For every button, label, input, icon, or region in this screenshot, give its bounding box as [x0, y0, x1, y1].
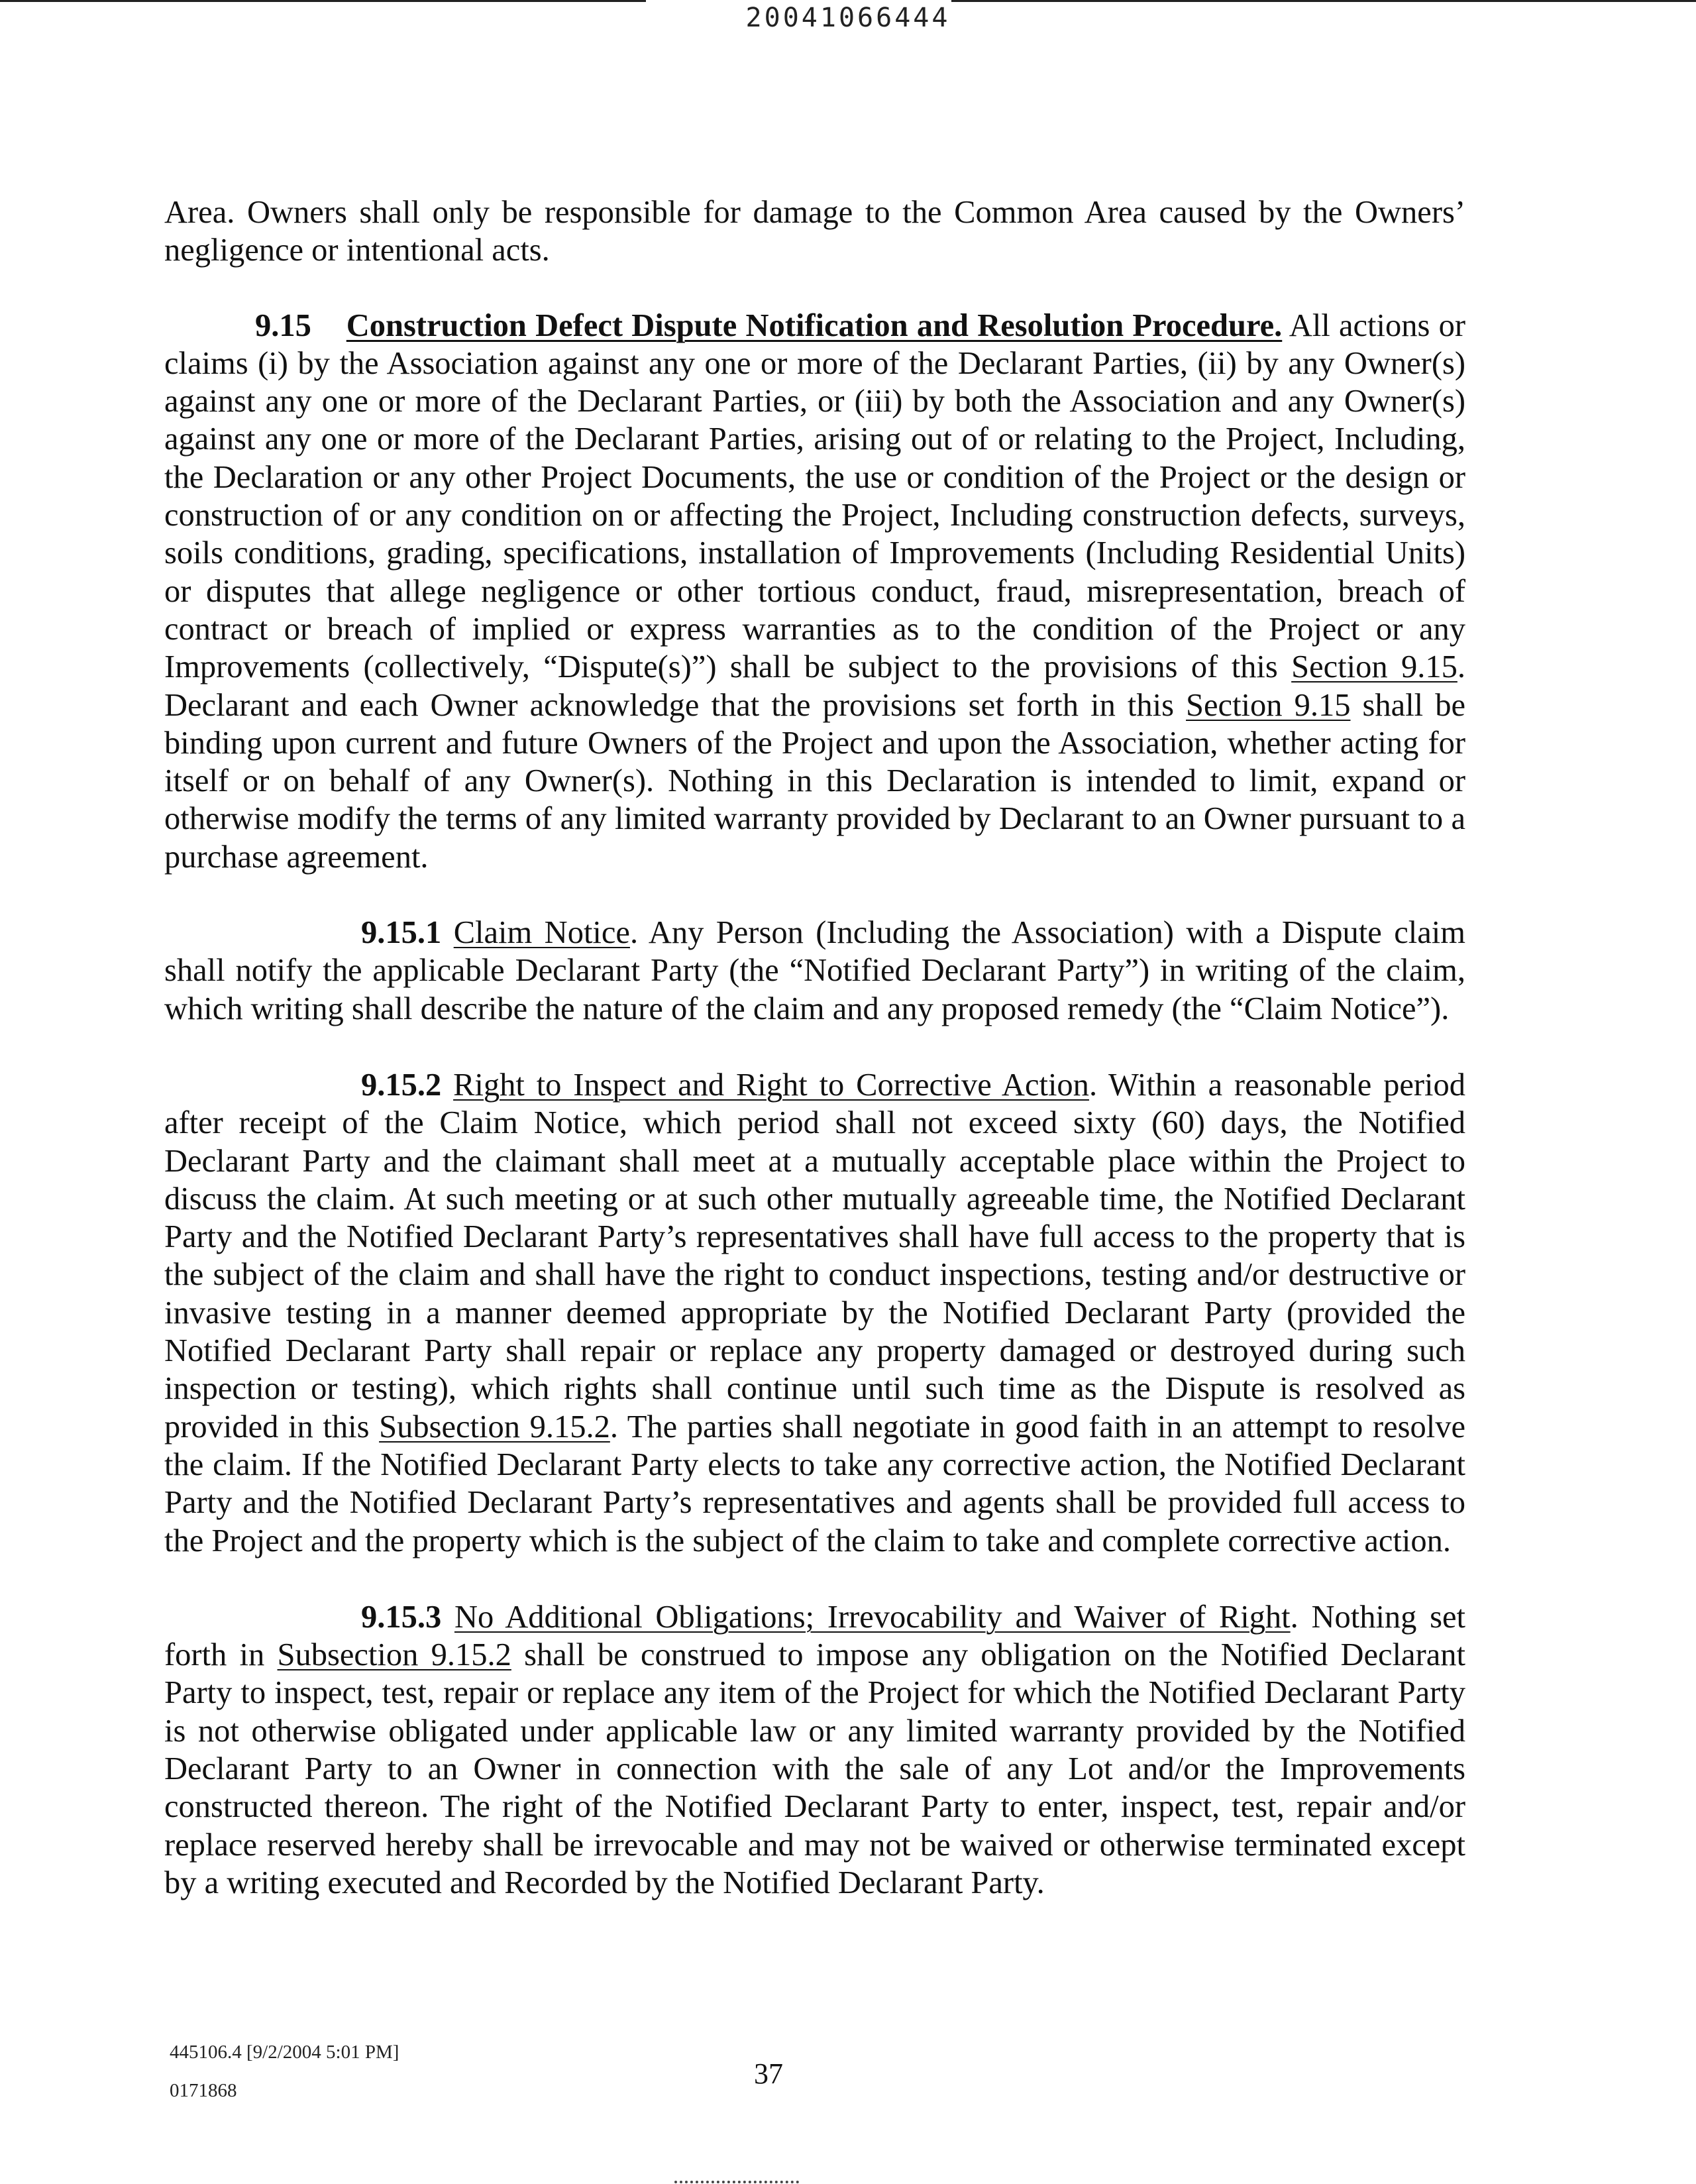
section-text: . Declarant and each Owner acknowledge that the provisions set forth in this [164, 649, 1465, 723]
section-number: 9.15.1 [361, 915, 442, 951]
section-9-15 [164, 307, 1465, 876]
section-heading: Claim Notice [453, 915, 630, 951]
footer-file-number: 0171868 [170, 2080, 237, 2101]
cross-reference: Section 9.15 [1186, 687, 1351, 723]
paragraph-text: Area. Owners shall only be responsible for damage to the Common Area caused by the Owners’ negligence or intentional acts. [164, 195, 1465, 268]
section-heading: No Additional Obligations; Irrevocability and Waiver of Right [454, 1599, 1291, 1635]
section-text: . Any Person (Including the Association) with a Dispute claim shall notify the applicable Declarant Party (the “Notified Declarant Party”) in writing of the claim, which writing shall describe the nature of the claim and any proposed remedy (the “Claim Notice”). [164, 915, 1465, 1026]
section-number: 9.15.3 [361, 1599, 442, 1635]
recording-number: 20041066444 [745, 3, 951, 33]
footer-doc-id: 445106.4 [9/2/2004 5:01 PM] [170, 2042, 399, 2063]
section-text: shall be binding upon current and future Owners of the Project and upon the Association, whether acting for itself or on behalf of any Owner(s). Nothing in this Declaration is intended to limit, expand or otherwise modify the terms of any limited warranty provided by Declarant to an Owner pursuant to a purchase agreement. [164, 687, 1465, 875]
section-9-15-2 [164, 1066, 1465, 1560]
footer-identifiers [170, 2033, 399, 2110]
section-text: . Nothing set forth in [164, 1599, 1465, 1673]
paragraph-continuation [164, 193, 1465, 270]
page-number: 37 [754, 2057, 783, 2090]
section-9-15-3 [164, 1598, 1465, 1902]
section-heading: Construction Defect Dispute Notification and Resolution Procedure. [346, 307, 1283, 343]
scan-edge-top-right [951, 0, 1696, 2]
section-text: . Within a reasonable period after receipt of the Claim Notice, which period shall not exceed sixty (60) days, the Notified Declarant Party and the claimant shall meet at a mutually acceptable place within the Project to discuss the claim. At such meeting or at such other mutually agreeable time, the Notified Declarant Party and the Notified Declarant Party’s representatives shall have full access to the property that is the subject of the claim and shall have the right to conduct inspections, testing and/or destructive or invasive testing in a manner deemed appropriate by the Notified Declarant Party (provided the Notified Declarant Party shall repair or replace any property damaged or destroyed during such inspection or testing), which rights shall continue until such time as the Dispute is resolved as provided in this [164, 1067, 1466, 1445]
section-number: 9.15 [255, 307, 311, 343]
section-number: 9.15.2 [361, 1067, 442, 1103]
section-text: shall be construed to impose any obligation on the Notified Declarant Party to inspect, test, repair or replace any item of the Project for which the Notified Declarant Party is not otherwise obligated under applicable law or any limited warranty provided by the Notified Declarant Party to an Owner in connection with the sale of any Lot and/or the Improvements constructed thereon. The right of the Notified Declarant Party to enter, inspect, test, repair and/or replace reserved hereby shall be irrevocable and may not be waived or otherwise terminated except by a writing executed and Recorded by the Notified Declarant Party. [164, 1637, 1465, 1900]
cross-reference: Subsection 9.15.2 [379, 1409, 610, 1445]
section-text: . The parties shall negotiate in good faith in an attempt to resolve the claim. If the Notified Declarant Party elects to take any corrective action, the Notified Declarant Party and the Notified Declarant Party’s representatives and agents shall be provided full access to the Project and the property which is the subject of the claim to take and complete corrective action. [164, 1409, 1465, 1558]
page-body [164, 193, 1465, 1902]
scan-edge-bottom [674, 2181, 799, 2183]
cross-reference: Section 9.15 [1291, 649, 1458, 685]
section-heading: Right to Inspect and Right to Corrective Action [453, 1067, 1089, 1103]
scan-edge-top-left [0, 0, 646, 2]
section-text: All actions or claims (i) by the Association against any one or more of the Declarant Parties, (ii) by any Owner(s) against any one or more of the Declarant Parties, or (iii) by both the Association and any Owner(s) against any one or more of the Declarant Parties, arising out of or relating to the Project, Including, the Declaration or any other Project Documents, the use or condition of the Project or the design or construction of or any condition on or affecting the Project, Including construction defects, surveys, soils conditions, grading, specifications, installation of Improvements (Including Residential Units) or disputes that allege negligence or other tortious conduct, fraud, misrepresentation, breach of contract or breach of implied or express warranties as to the condition of the Project or any Improvements (collectively, “Dispute(s)”) shall be subject to the provisions of this [164, 307, 1465, 685]
cross-reference: Subsection 9.15.2 [277, 1637, 511, 1673]
section-9-15-1 [164, 914, 1465, 1028]
